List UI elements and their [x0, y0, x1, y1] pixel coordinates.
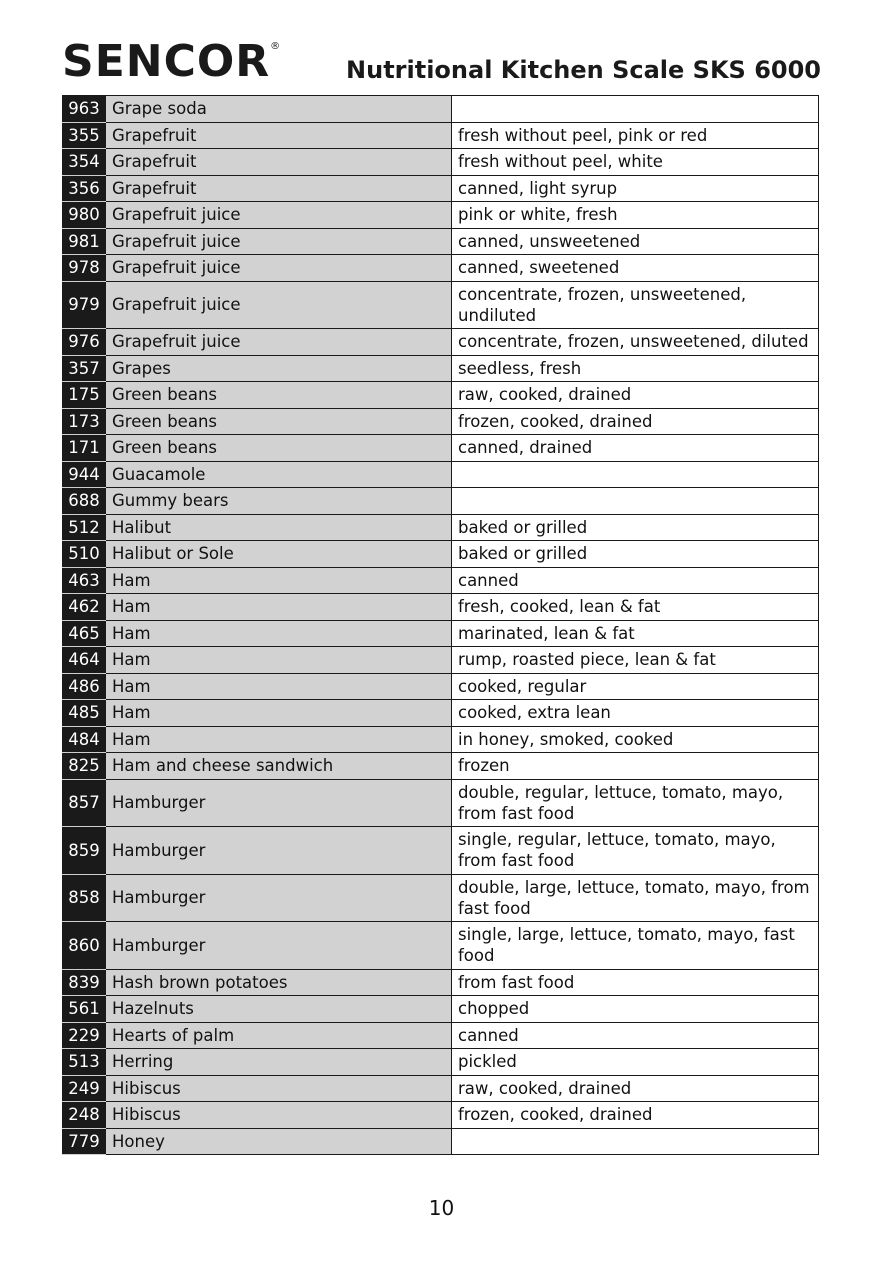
food-code-cell: 963	[63, 96, 106, 123]
food-name-cell: Hearts of palm	[106, 1022, 452, 1049]
table-row	[63, 753, 819, 780]
table-row	[63, 149, 819, 176]
food-name-cell: Herring	[106, 1049, 452, 1076]
table-row	[63, 461, 819, 488]
food-name-cell: Ham	[106, 647, 452, 674]
food-code-cell: 978	[63, 255, 106, 282]
table-row	[63, 122, 819, 149]
table-row	[63, 514, 819, 541]
food-name-cell: Green beans	[106, 435, 452, 462]
food-description-cell: from fast food	[452, 969, 819, 996]
food-code-cell: 229	[63, 1022, 106, 1049]
food-name-cell: Halibut or Sole	[106, 541, 452, 568]
food-description-cell	[452, 96, 819, 123]
table-row	[63, 1075, 819, 1102]
document-title: Nutritional Kitchen Scale SKS 6000	[346, 56, 821, 84]
food-name-cell: Hazelnuts	[106, 996, 452, 1023]
food-code-cell: 465	[63, 620, 106, 647]
brand-logo	[62, 36, 282, 87]
food-description-cell: concentrate, frozen, unsweetened, undiluted	[452, 281, 819, 329]
registered-mark: ®	[270, 41, 282, 52]
food-code-cell: 979	[63, 281, 106, 329]
table-row	[63, 355, 819, 382]
table-row	[63, 1128, 819, 1155]
food-description-cell: single, regular, lettuce, tomato, mayo, from fast food	[452, 827, 819, 875]
food-name-cell: Honey	[106, 1128, 452, 1155]
table-row	[63, 779, 819, 827]
food-code-cell: 561	[63, 996, 106, 1023]
table-row	[63, 96, 819, 123]
food-description-cell: chopped	[452, 996, 819, 1023]
table-row	[63, 922, 819, 970]
table-row	[63, 594, 819, 621]
food-description-cell: pink or white, fresh	[452, 202, 819, 229]
table-row	[63, 567, 819, 594]
food-name-cell: Grapes	[106, 355, 452, 382]
food-name-cell: Hamburger	[106, 874, 452, 922]
food-code-cell: 355	[63, 122, 106, 149]
food-description-cell: canned	[452, 567, 819, 594]
food-name-cell: Green beans	[106, 382, 452, 409]
food-description-cell: concentrate, frozen, unsweetened, diluted	[452, 329, 819, 356]
food-code-cell: 976	[63, 329, 106, 356]
food-code-cell: 944	[63, 461, 106, 488]
food-description-cell	[452, 461, 819, 488]
table-row	[63, 1102, 819, 1129]
food-name-cell: Grapefruit juice	[106, 255, 452, 282]
food-description-cell: raw, cooked, drained	[452, 1075, 819, 1102]
food-name-cell: Guacamole	[106, 461, 452, 488]
table-row	[63, 255, 819, 282]
food-code-cell: 248	[63, 1102, 106, 1129]
food-code-cell: 688	[63, 488, 106, 515]
food-description-cell: seedless, fresh	[452, 355, 819, 382]
food-code-cell: 249	[63, 1075, 106, 1102]
table-row	[63, 700, 819, 727]
table-row	[63, 228, 819, 255]
food-name-cell: Ham	[106, 620, 452, 647]
food-code-cell: 779	[63, 1128, 106, 1155]
food-description-cell: baked or grilled	[452, 541, 819, 568]
table-row	[63, 435, 819, 462]
food-name-cell: Hamburger	[106, 922, 452, 970]
table-row	[63, 673, 819, 700]
page-number: 10	[428, 1196, 455, 1220]
food-table-body	[63, 96, 819, 1155]
food-description-cell: double, regular, lettuce, tomato, mayo, from fast food	[452, 779, 819, 827]
food-description-cell: canned, sweetened	[452, 255, 819, 282]
table-row	[63, 874, 819, 922]
food-description-cell	[452, 488, 819, 515]
table-row	[63, 202, 819, 229]
food-table	[62, 95, 819, 1155]
food-description-cell: rump, roasted piece, lean & fat	[452, 647, 819, 674]
food-name-cell: Grapefruit juice	[106, 281, 452, 329]
food-code-cell: 512	[63, 514, 106, 541]
table-row	[63, 382, 819, 409]
food-name-cell: Grapefruit juice	[106, 228, 452, 255]
food-description-cell: in honey, smoked, cooked	[452, 726, 819, 753]
food-name-cell: Ham	[106, 700, 452, 727]
food-code-cell: 486	[63, 673, 106, 700]
food-description-cell: frozen	[452, 753, 819, 780]
food-name-cell: Ham	[106, 594, 452, 621]
food-description-cell: frozen, cooked, drained	[452, 1102, 819, 1129]
food-description-cell: raw, cooked, drained	[452, 382, 819, 409]
food-name-cell: Grape soda	[106, 96, 452, 123]
food-code-cell: 859	[63, 827, 106, 875]
food-name-cell: Grapefruit	[106, 175, 452, 202]
food-code-cell: 825	[63, 753, 106, 780]
table-row	[63, 827, 819, 875]
food-name-cell: Hibiscus	[106, 1102, 452, 1129]
food-name-cell: Grapefruit	[106, 122, 452, 149]
table-row	[63, 969, 819, 996]
food-description-cell: canned, light syrup	[452, 175, 819, 202]
food-code-cell: 464	[63, 647, 106, 674]
food-code-cell: 171	[63, 435, 106, 462]
food-name-cell: Ham and cheese sandwich	[106, 753, 452, 780]
food-name-cell: Ham	[106, 567, 452, 594]
food-description-cell: canned, drained	[452, 435, 819, 462]
food-code-cell: 857	[63, 779, 106, 827]
food-name-cell: Grapefruit juice	[106, 329, 452, 356]
food-code-cell: 510	[63, 541, 106, 568]
table-row	[63, 408, 819, 435]
food-code-cell: 462	[63, 594, 106, 621]
food-code-cell: 485	[63, 700, 106, 727]
food-name-cell: Green beans	[106, 408, 452, 435]
food-description-cell: fresh, cooked, lean & fat	[452, 594, 819, 621]
food-name-cell: Gummy bears	[106, 488, 452, 515]
food-code-cell: 484	[63, 726, 106, 753]
table-row	[63, 620, 819, 647]
food-description-cell: double, large, lettuce, tomato, mayo, from fast food	[452, 874, 819, 922]
food-name-cell: Grapefruit juice	[106, 202, 452, 229]
food-name-cell: Ham	[106, 673, 452, 700]
food-name-cell: Hibiscus	[106, 1075, 452, 1102]
table-row	[63, 996, 819, 1023]
food-code-cell: 860	[63, 922, 106, 970]
table-row	[63, 329, 819, 356]
food-code-cell: 463	[63, 567, 106, 594]
food-code-cell: 513	[63, 1049, 106, 1076]
food-code-cell: 354	[63, 149, 106, 176]
food-name-cell: Grapefruit	[106, 149, 452, 176]
food-code-cell: 356	[63, 175, 106, 202]
table-row	[63, 647, 819, 674]
brand-name: SENCOR	[62, 36, 271, 87]
table-row	[63, 281, 819, 329]
table-row	[63, 726, 819, 753]
food-code-cell: 357	[63, 355, 106, 382]
food-code-cell: 858	[63, 874, 106, 922]
food-description-cell: cooked, extra lean	[452, 700, 819, 727]
table-row	[63, 1049, 819, 1076]
food-description-cell: marinated, lean & fat	[452, 620, 819, 647]
table-row	[63, 541, 819, 568]
food-name-cell: Halibut	[106, 514, 452, 541]
food-code-cell: 839	[63, 969, 106, 996]
food-name-cell: Hamburger	[106, 827, 452, 875]
food-name-cell: Hash brown potatoes	[106, 969, 452, 996]
food-description-cell: canned	[452, 1022, 819, 1049]
food-code-cell: 175	[63, 382, 106, 409]
food-description-cell: pickled	[452, 1049, 819, 1076]
food-description-cell	[452, 1128, 819, 1155]
food-description-cell: canned, unsweetened	[452, 228, 819, 255]
food-description-cell: frozen, cooked, drained	[452, 408, 819, 435]
table-row	[63, 1022, 819, 1049]
food-description-cell: fresh without peel, white	[452, 149, 819, 176]
food-code-cell: 173	[63, 408, 106, 435]
food-description-cell: cooked, regular	[452, 673, 819, 700]
table-row	[63, 175, 819, 202]
food-code-cell: 981	[63, 228, 106, 255]
table-row	[63, 488, 819, 515]
food-name-cell: Hamburger	[106, 779, 452, 827]
food-description-cell: fresh without peel, pink or red	[452, 122, 819, 149]
food-code-cell: 980	[63, 202, 106, 229]
food-description-cell: single, large, lettuce, tomato, mayo, fast food	[452, 922, 819, 970]
food-name-cell: Ham	[106, 726, 452, 753]
food-description-cell: baked or grilled	[452, 514, 819, 541]
